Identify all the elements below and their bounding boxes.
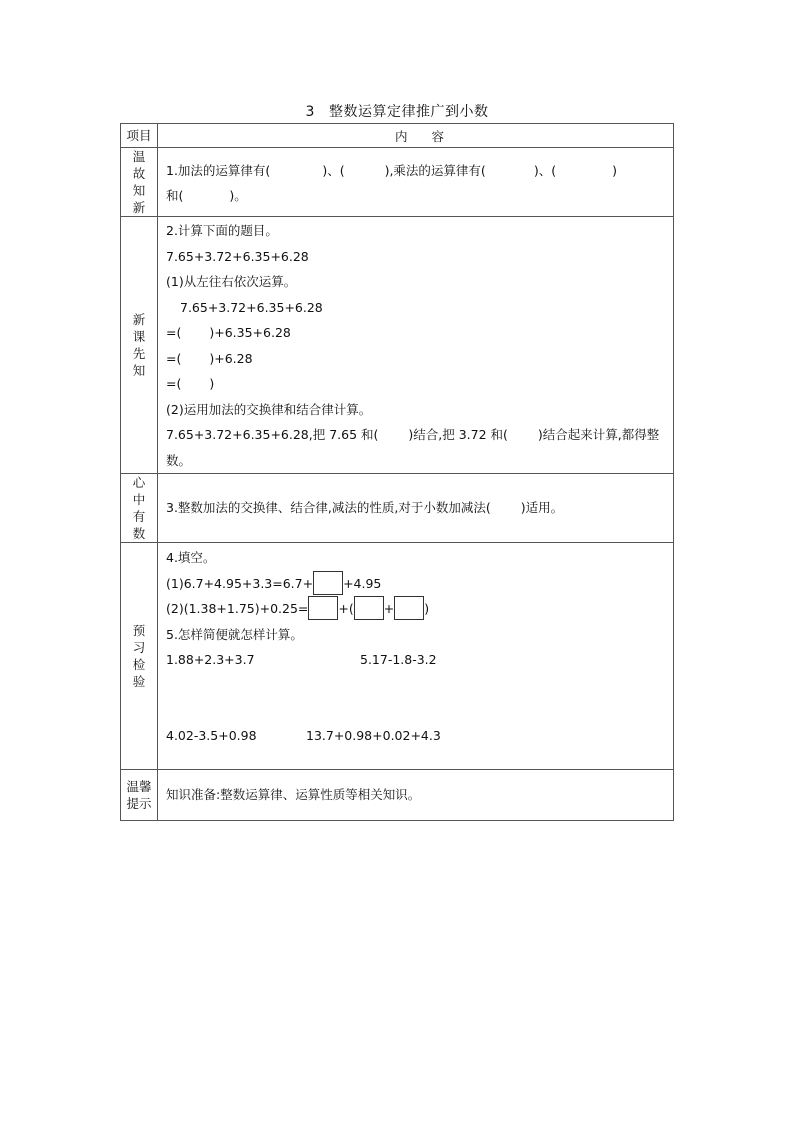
text-line: 2.计算下面的题目。 (166, 223, 278, 238)
text-segment: )、( (322, 162, 345, 178)
header-item: 项目 (121, 124, 158, 148)
header-content (158, 124, 674, 148)
row-preview-check (121, 543, 674, 770)
answer-box[interactable] (313, 571, 343, 595)
text-segment: (2)(1.38+1.75)+0.25= (166, 601, 309, 616)
text-line: 知识准备:整数运算律、运算性质等相关知识。 (166, 787, 421, 803)
text-segment: )+6.28 (209, 350, 253, 366)
text-segment: ),乘法的运算律有( (384, 162, 486, 178)
page-title (0, 101, 794, 121)
row-label: 温故知新 (132, 149, 146, 215)
text-segment: )+6.35+6.28 (209, 325, 291, 340)
row-key-points (121, 474, 674, 543)
question-1-line-2 (166, 183, 673, 209)
text-segment: =( (166, 376, 182, 391)
answer-box[interactable] (354, 596, 384, 620)
row-review (121, 148, 674, 217)
text-line: 5.怎样简便就怎样计算。 (166, 626, 303, 642)
section-title: 整数运算定律推广到小数 (328, 104, 489, 120)
text-segment: 7.65+3.72+6.35+6.28,把 7.65 和( (166, 427, 379, 442)
row-label: 心中有数 (132, 475, 146, 541)
fill-line-1 (166, 571, 673, 597)
text-segment: )适用。 (520, 500, 564, 516)
text-segment: +( (338, 601, 354, 616)
calc-problem: 4.02-3.5+0.98 (166, 727, 257, 743)
step-line (166, 320, 673, 346)
text-segment: ) (424, 601, 430, 616)
table-header-row (121, 124, 674, 148)
header-content-b: 容 (431, 128, 445, 144)
row-label: 预习检验 (132, 623, 146, 689)
text-segment: =( (166, 350, 182, 366)
text-segment: 1.加法的运算律有( (166, 162, 271, 178)
text-segment: 和( (166, 188, 184, 203)
text-line: (2)运用加法的交换律和结合律计算。 (166, 401, 372, 417)
step-line (166, 422, 673, 448)
text-segment: +4.95 (343, 575, 382, 591)
text-segment: ) (612, 162, 617, 178)
text-segment: =( (166, 325, 182, 340)
step-line (166, 371, 673, 397)
text-segment: )结合起来计算,都得整 (537, 427, 660, 442)
row-tips (121, 770, 674, 821)
calc-problem: 13.7+0.98+0.02+4.3 (306, 727, 441, 743)
text-segment: )。 (229, 188, 247, 203)
step-line (166, 346, 673, 372)
text-line: (1)从左往右依次运算。 (166, 274, 297, 289)
answer-box[interactable] (394, 596, 424, 620)
row-new-lesson (121, 217, 674, 474)
calc-line-1 (166, 647, 673, 673)
text-line: 7.65+3.72+6.35+6.28 (166, 248, 309, 264)
calc-problem: 5.17-1.8-3.2 (360, 652, 437, 667)
question-1-line-1 (166, 158, 673, 184)
text-line: 7.65+3.72+6.35+6.28 (180, 299, 323, 315)
row-label: 温馨提示 (126, 779, 152, 811)
work-space[interactable] (166, 673, 673, 723)
calc-line-2 (166, 723, 673, 749)
row-label: 新课先知 (132, 312, 146, 378)
text-line: 数。 (166, 452, 192, 468)
text-line: 4.填空。 (166, 550, 216, 565)
answer-box[interactable] (308, 596, 338, 620)
text-segment: )结合,把 3.72 和( (408, 427, 508, 442)
calc-problem: 1.88+2.3+3.7 (166, 652, 255, 667)
fill-line-2 (166, 596, 673, 622)
worksheet-table (120, 123, 674, 821)
text-segment: + (383, 601, 395, 616)
section-number: 3 (305, 104, 315, 120)
text-segment: 3.整数加法的交换律、结合律,减法的性质,对于小数加减法( (166, 500, 491, 516)
question-3-line (166, 495, 673, 521)
text-segment: ) (209, 376, 215, 391)
header-content-a: 内 (394, 128, 408, 144)
text-segment: )、( (533, 162, 557, 178)
text-segment: (1)6.7+4.95+3.3=6.7+ (166, 575, 314, 591)
